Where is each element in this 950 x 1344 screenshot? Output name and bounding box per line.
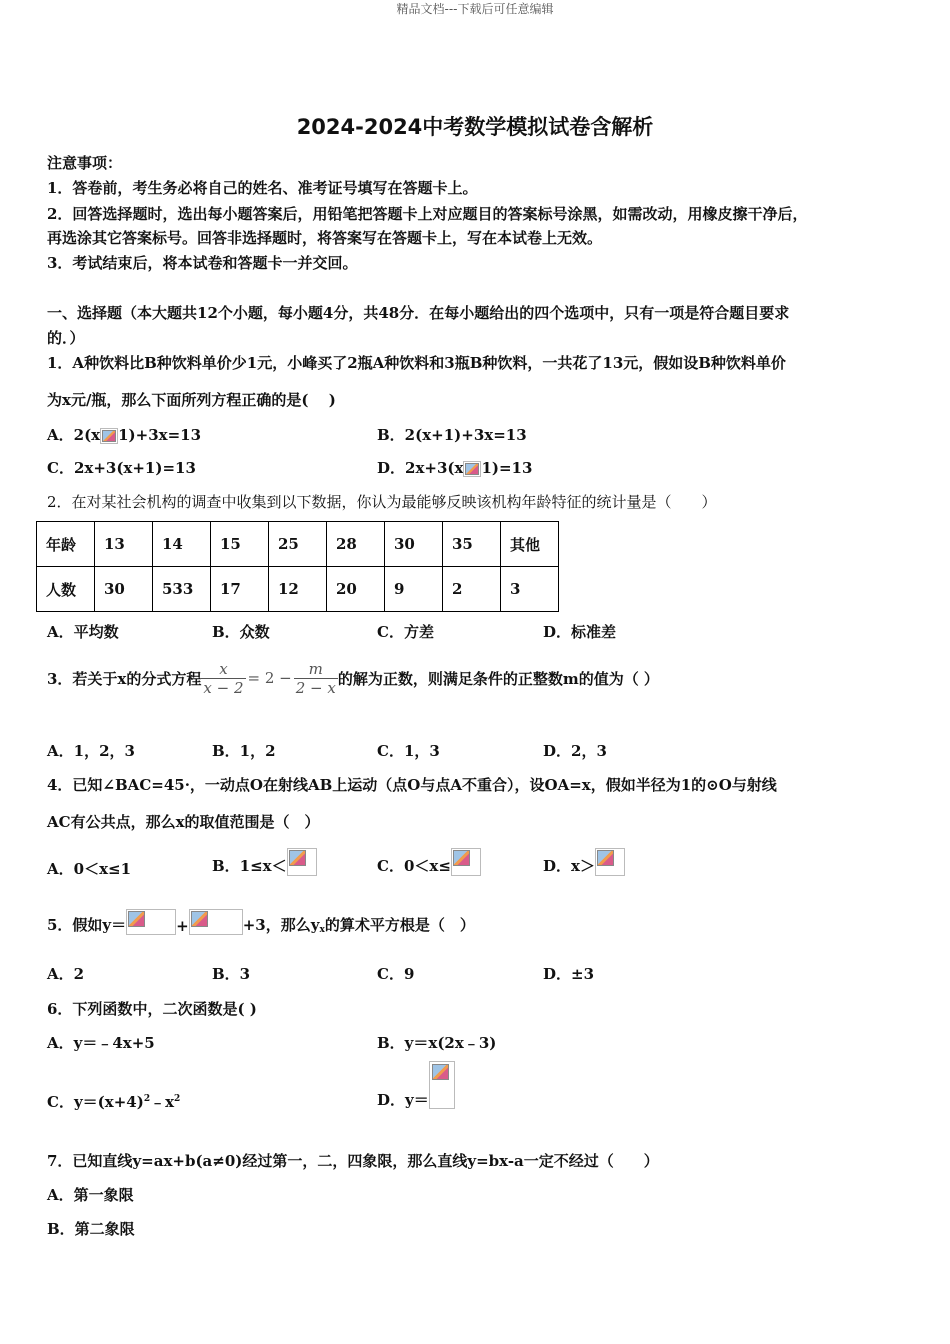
- q5-stem: [47, 901, 475, 935]
- q3-stem-pre: 3．若关于x的分式方程: [47, 669, 202, 688]
- q6-stem: 6．下列函数中，二次函数是( ): [47, 1000, 257, 1018]
- q6-option-c-mid: ﹣x: [150, 1093, 175, 1111]
- notice-heading: 注意事项：: [47, 154, 123, 172]
- q6-option-c-pre: C．y＝(x+4): [47, 1093, 144, 1111]
- table-cell: 17: [211, 567, 269, 612]
- q4-option-b-label: B．1≤x＜: [212, 857, 287, 875]
- q2-option-d[interactable]: D．标准差: [543, 623, 617, 641]
- q7-option-a[interactable]: A．第一象限: [47, 1186, 134, 1204]
- table-cell: 20: [327, 567, 385, 612]
- q2-option-c[interactable]: C．方差: [377, 623, 434, 641]
- table-cell: 年龄: [37, 522, 95, 567]
- q3-fraction-right: [294, 660, 338, 697]
- q5-option-a[interactable]: A．2: [47, 965, 85, 983]
- q6-option-d[interactable]: [377, 1061, 455, 1109]
- q3-option-a[interactable]: A．1，2，3: [47, 742, 135, 760]
- q4-stem-cont: AC有公共点，那么x的取值范围是（ ）: [47, 813, 320, 831]
- q3-fraction-left: [201, 660, 245, 697]
- q4-option-a[interactable]: A．0＜x≤1: [47, 860, 132, 878]
- q4-option-d-label: D．x＞: [543, 857, 595, 875]
- q5-stem-pre: 5．假如y＝: [47, 916, 127, 934]
- q5-option-d[interactable]: D．±3: [543, 965, 595, 983]
- table-cell: 14: [153, 522, 211, 567]
- page-title: 2024-2024中考数学模拟试卷含解析: [296, 115, 654, 139]
- q4-option-b[interactable]: [212, 842, 317, 876]
- q3-stem: [47, 655, 659, 701]
- q5-stem-tail: 的算术平方根是（ ）: [324, 916, 475, 934]
- table-row-count: [37, 567, 559, 612]
- section-heading-cont: 的．）: [47, 329, 85, 347]
- fraction-denominator: x − 2: [203, 678, 244, 697]
- q5-superscript: x: [319, 925, 325, 935]
- table-cell: 15: [211, 522, 269, 567]
- q1-option-c[interactable]: C．2x+3(x+1)=13: [47, 459, 196, 477]
- broken-image-icon: [287, 848, 317, 876]
- q1-option-a-post: 1)+3x=13: [118, 426, 202, 444]
- q3-equation-mid: = 2 −: [247, 669, 292, 687]
- q3-stem-post: 的解为正数，则满足条件的正整数m的值为（ ）: [337, 669, 659, 688]
- q2-option-a[interactable]: A．平均数: [47, 623, 119, 641]
- q3-option-b[interactable]: B．1，2: [212, 742, 276, 760]
- q1-option-b[interactable]: B．2(x+1)+3x=13: [377, 426, 527, 444]
- table-cell: 30: [385, 522, 443, 567]
- q4-stem: 4．已知∠BAC=45·，一动点O在射线AB上运动（点O与点A不重合），设OA=x，假如半径为1的⊙O与射线: [47, 776, 777, 794]
- table-cell: 人数: [37, 567, 95, 612]
- table-cell: 25: [269, 522, 327, 567]
- fraction-numerator: m: [294, 660, 338, 679]
- q1-stem-cont: 为x元/瓶，那么下面所列方程正确的是( ): [47, 391, 336, 409]
- table-cell: 30: [95, 567, 153, 612]
- table-cell: 13: [95, 522, 153, 567]
- q3-option-c[interactable]: C．1，3: [377, 742, 440, 760]
- table-cell: 35: [443, 522, 501, 567]
- q2-stem: 2．在对某社会机构的调查中收集到以下数据，你认为最能够反映该机构年龄特征的统计量是（ ）: [47, 493, 717, 511]
- q4-option-c[interactable]: [377, 842, 481, 876]
- fraction-numerator: x: [201, 660, 245, 679]
- q5-option-c[interactable]: C．9: [377, 965, 415, 983]
- q5-stem-post: +3，那么y: [242, 916, 320, 934]
- broken-image-icon: [100, 428, 118, 444]
- table-cell: 其他: [501, 522, 559, 567]
- broken-image-icon: [189, 909, 243, 935]
- q1-option-a-pre: A．2(x: [47, 426, 101, 444]
- q1-option-d[interactable]: [377, 457, 532, 478]
- q6-option-a[interactable]: A．y＝﹣4x+5: [47, 1034, 155, 1052]
- q6-option-b[interactable]: B．y＝x(2x﹣3): [377, 1034, 497, 1052]
- table-cell: 9: [385, 567, 443, 612]
- table-cell: 12: [269, 567, 327, 612]
- broken-image-icon: [126, 909, 176, 935]
- q3-option-d[interactable]: D．2，3: [543, 742, 607, 760]
- q2-data-table: [36, 521, 559, 612]
- q1-option-d-pre: D．2x+3(x: [377, 459, 464, 477]
- q2-option-b[interactable]: B．众数: [212, 623, 270, 641]
- q4-option-c-label: C．0＜x≤: [377, 857, 451, 875]
- table-cell: 3: [501, 567, 559, 612]
- notice-item: 3．考试结束后，将本试卷和答题卡一并交回。: [47, 254, 358, 272]
- table-row-age: [37, 522, 559, 567]
- q7-option-b[interactable]: B．第二象限: [47, 1220, 135, 1238]
- page-header-note: 精品文档---下载后可任意编辑: [396, 2, 554, 16]
- broken-image-icon: [451, 848, 481, 876]
- broken-image-icon: [429, 1061, 455, 1109]
- q5-plus: +: [176, 917, 189, 935]
- notice-item: 再选涂其它答案标号。回答非选择题时，将答案写在答题卡上，写在本试卷上无效。: [47, 229, 603, 247]
- q5-option-b[interactable]: B．3: [212, 965, 251, 983]
- broken-image-icon: [595, 848, 625, 876]
- q4-option-d[interactable]: [543, 842, 625, 876]
- q1-option-d-post: 1)=13: [481, 459, 533, 477]
- fraction-denominator: 2 − x: [295, 678, 336, 697]
- q1-stem: 1．A种饮料比B种饮料单价少1元，小峰买了2瓶A种饮料和3瓶B种饮料，一共花了13元，假如设B种饮料单价: [47, 354, 786, 372]
- broken-image-icon: [463, 461, 481, 477]
- q7-stem: 7．已知直线y=ax+b(a≠0)经过第一，二，四象限，那么直线y=bx-a一定不经过（ ）: [47, 1152, 659, 1170]
- notice-item: 1．答卷前，考生务必将自己的姓名、准考证号填写在答题卡上。: [47, 179, 478, 197]
- section-heading: 一、选择题（本大题共12个小题，每小题4分，共48分．在每小题给出的四个选项中，只有一项是符合题目要求: [47, 304, 790, 322]
- table-cell: 533: [153, 567, 211, 612]
- exponent: 2: [174, 1094, 181, 1104]
- notice-item: 2．回答选择题时，选出每小题答案后，用铅笔把答题卡上对应题目的答案标号涂黑，如需改动，用橡皮擦干净后，: [47, 205, 808, 223]
- exponent: 2: [143, 1094, 151, 1104]
- table-cell: 28: [327, 522, 385, 567]
- q6-option-d-label: D．y＝: [377, 1090, 429, 1109]
- q6-option-c[interactable]: [47, 1091, 180, 1112]
- table-cell: 2: [443, 567, 501, 612]
- q1-option-a[interactable]: [47, 424, 201, 445]
